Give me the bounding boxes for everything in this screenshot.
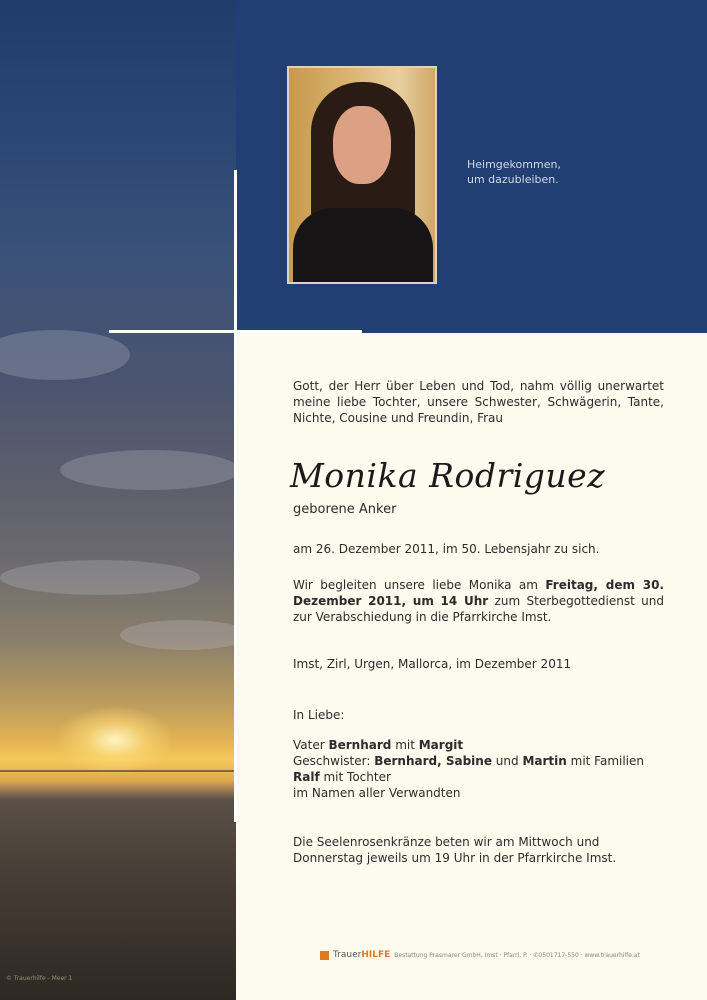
death-date: am 26. Dezember 2011, im 50. Lebensjahr zu sich.: [293, 542, 600, 556]
maiden-name: geborene Anker: [293, 502, 397, 517]
trauerhilfe-logo-icon: [320, 951, 329, 960]
family-line-relatives: im Namen aller Verwandten: [293, 786, 461, 800]
footer-info: Bestattung Prasmarer GmbH, Imst · Pfarrl. P. · ✆0501717-550 · www.trauerhilfe.at: [394, 951, 640, 959]
family-line-father: Vater Bernhard mit Margit: [293, 738, 464, 752]
in-love-line: In Liebe:: [293, 708, 345, 722]
photo-credit: © Trauerhilfe - Meer 1: [6, 975, 73, 982]
motto: Heimgekommen, um dazubleiben.: [467, 158, 561, 186]
places-line: Imst, Zirl, Urgen, Mallorca, im Dezember 2011: [293, 657, 572, 671]
sunset-photo: [0, 0, 236, 1000]
family-line-ralf: Ralf mit Tochter: [293, 770, 391, 784]
sun-glow: [55, 705, 175, 775]
horizon-line: [0, 770, 236, 772]
intro-text: Gott, der Herr über Leben und Tod, nahm völlig unerwartet meine liebe Tochter, unsere Schwester, Schwägerin, Tante, Nichte, Cousine und Freundin, Frau: [293, 379, 664, 425]
rosary-text: Die Seelenrosenkränze beten wir am Mittwoch und Donnerstag jeweils um 19 Uhr in der Pfarrkirche Imst.: [293, 835, 617, 865]
footer: [320, 950, 640, 960]
portrait-photo: [287, 66, 437, 284]
deceased-name: Monika Rodriguez: [290, 456, 606, 495]
ceremony-text: Wir begleiten unsere liebe Monika am Freitag, dem 30. Dezember 2011, um 14 Uhr zum Sterbegottedienst und zur Verabschiedung in die Pfarrkirche Imst.: [293, 578, 665, 624]
cross-vertical: [234, 170, 237, 822]
footer-brand: TrauerHILFE: [333, 950, 391, 960]
cross-horizontal: [109, 330, 362, 333]
family-line-siblings: Geschwister: Bernhard, Sabine und Martin mit Familien: [293, 754, 645, 768]
family-list: [293, 737, 664, 801]
